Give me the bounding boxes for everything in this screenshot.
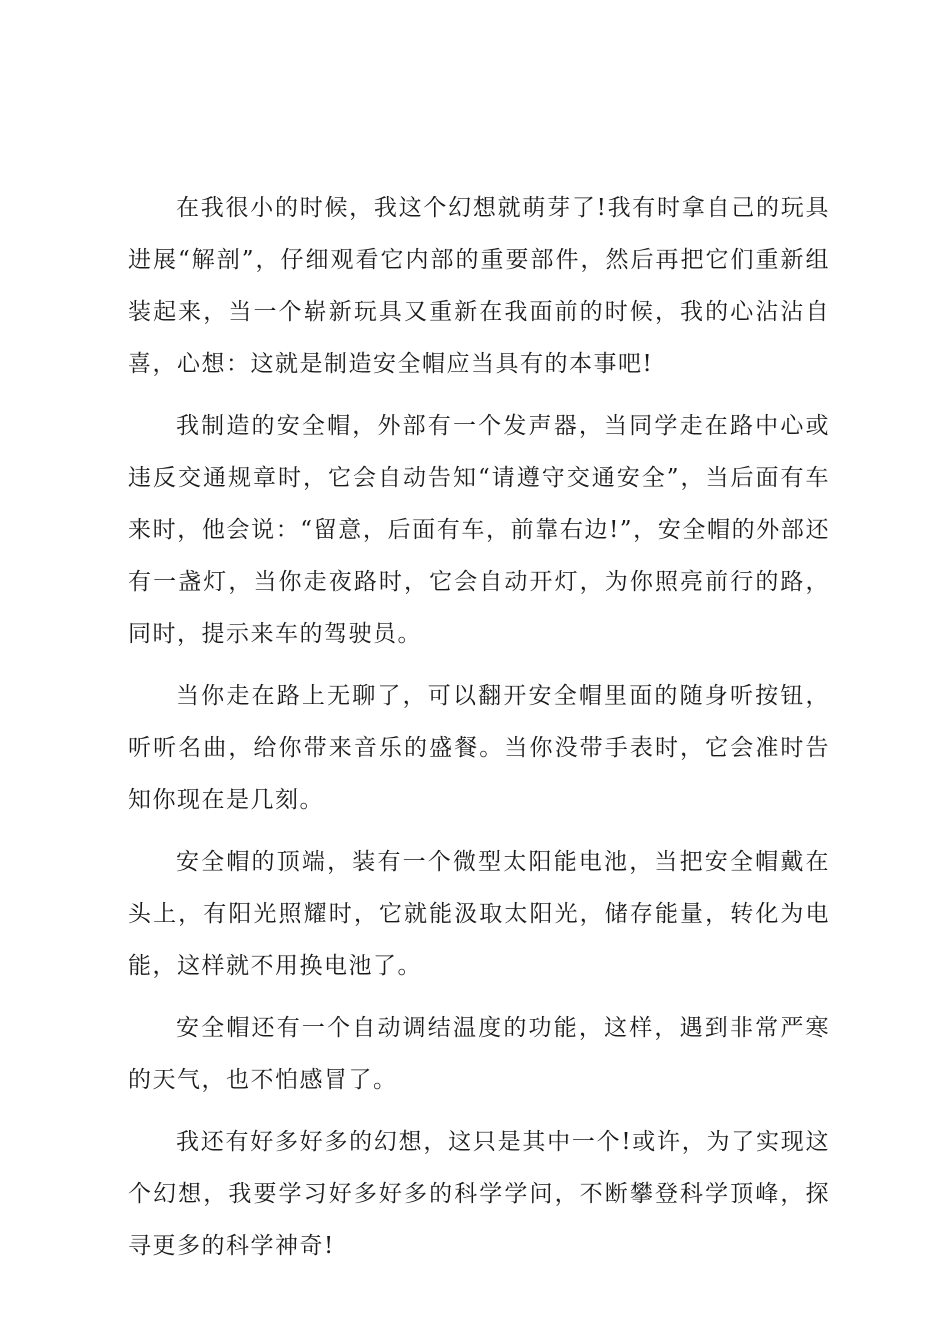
paragraph-4: 安全帽的顶端，装有一个微型太阳能电池，当把安全帽戴在头上，有阳光照耀时，它就能汲取太阳光，储存能量，转化为电能，这样就不用换电池了。 [128,849,830,979]
paragraph-5: 安全帽还有一个自动调结温度的功能，这样，遇到非常严寒的天气，也不怕感冒了。 [128,1015,830,1093]
paragraph-6: 我还有好多好多的幻想，这只是其中一个!或许，为了实现这个幻想，我要学习好多好多的科学学问，不断攀登科学顶峰，探寻更多的科学神奇! [128,1129,830,1259]
paragraph-3: 当你走在路上无聊了，可以翻开安全帽里面的随身听按钮，听听名曲，给你带来音乐的盛餐。当你没带手表时，它会准时告知你现在是几刻。 [128,683,830,813]
paragraph-2: 我制造的安全帽，外部有一个发声器，当同学走在路中心或违反交通规章时，它会自动告知“请遵守交通安全”，当后面有车来时，他会说：“留意，后面有车，前靠右边!”，安全帽的外部还有一盏灯，当你走夜路时，它会自动开灯，为你照亮前行的路，同时，提示来车的驾驶员。 [128,413,830,647]
paragraph-1: 在我很小的时候，我这个幻想就萌芽了!我有时拿自己的玩具进展“解剖”，仔细观看它内部的重要部件，然后再把它们重新组装起来，当一个崭新玩具又重新在我面前的时候，我的心沾沾自喜，心想：这就是制造安全帽应当具有的本事吧! [128,195,830,377]
document-body [128,182,830,1272]
